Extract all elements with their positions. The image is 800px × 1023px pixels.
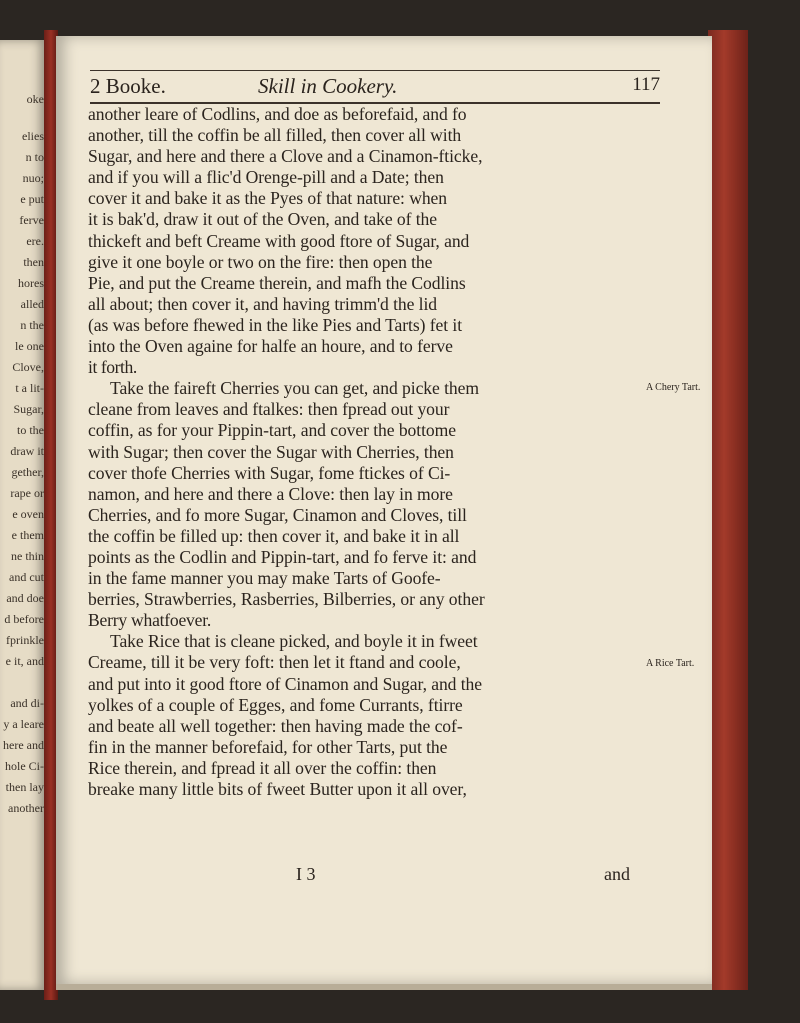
left-page-fragment: rape or [10,486,44,500]
left-page-edge [0,40,46,990]
text-line: and put into it good ftore of Cinamon and Sugar, and the [88,673,483,694]
text-line: Pie, and put the Creame therein, and mafh the Codlins [88,272,466,293]
left-page-fragment: gether, [11,465,44,479]
left-page-fragment: e them [11,528,44,542]
text-line: Creame, till it be very foft: then let it ftand and coole, [88,652,461,673]
book-cover-edge [708,30,748,990]
text-line: and beate all well together: then having made the cof- [88,715,463,736]
text-line: points as the Codlin and Pippin-tart, and fo ferve it: and [88,546,477,567]
left-page-fragment: Clove, [12,360,44,374]
text-line: Rice therein, and fpread it all over the coffin: then [88,757,437,778]
left-page-fragment: hores [18,276,44,290]
text-line: yolkes of a couple of Egges, and fome Currants, ftirre [88,694,463,715]
left-page-fragment: ne thin [11,549,44,563]
left-page-fragment: here and [3,738,44,752]
paragraph-start-line: Take the faireft Cherries you can get, and picke them [110,378,479,399]
text-line: all about; then cover it, and having trimm'd the lid [88,293,438,314]
text-line: it is bak'd, draw it out of the Oven, and take of the [88,209,438,230]
left-page-fragment: e oven [12,507,44,521]
text-line: cover thofe Cherries with Sugar, fome ftickes of Ci- [88,462,451,483]
text-line: the coffin be filled up: then cover it, and bake it in all [88,525,460,546]
page-bottom-edge [56,984,712,990]
left-page-fragment: to the [17,423,44,437]
left-page-fragment: ferve [19,213,44,227]
text-line: cover it and bake it as the Pyes of that nature: when [88,188,448,209]
text-line: berries, Strawberries, Rasberries, Bilberries, or any other [88,589,485,610]
text-line: fin in the manner beforefaid, for other Tarts, put the [88,736,448,757]
text-line: Cherries, and fo more Sugar, Cinamon and Cloves, till [88,504,467,525]
text-line: and if you will a flic'd Orenge-pill and a Date; then [88,167,444,188]
left-page-fragment: another [8,801,44,815]
left-page-fragment: n the [20,318,44,332]
text-line: another leare of Codlins, and doe as beforefaid, and fo [88,104,467,124]
left-page-fragment: y a leare [3,717,44,731]
left-page-fragment: fprinkle [6,633,44,647]
page-footer [88,864,648,886]
left-page-fragment: and doe [6,591,44,605]
left-page-fragment: n to [25,150,44,164]
page-body [88,104,648,800]
text-line: namon, and here and there a Clove: then lay in more [88,483,453,504]
left-page-fragment: ere. [26,234,44,248]
left-page-fragment: and di- [10,696,44,710]
margin-note-cherry-tart: A Chery Tart. [646,382,701,393]
left-page-fragment: Sugar, [13,402,44,416]
text-line: (as was before fhewed in the like Pies and Tarts) fet it [88,314,463,335]
page-number: 117 [632,74,660,95]
left-page-fragment: hole Ci- [5,759,44,773]
catchword: and [604,864,630,884]
text-line: another, till the coffin be all filled, then cover all with [88,125,462,146]
left-page-fragment: e it, and [5,654,44,668]
text-line: thickeft and beft Creame with good ftore of Sugar, and [88,230,470,251]
left-page-fragment: then lay [5,780,44,794]
left-page-fragment: le one [15,339,44,353]
running-header [90,74,672,100]
text-line: Berry whatfoever. [88,610,212,631]
text-line: it forth. [88,357,137,378]
left-page-fragment: nuo; [22,171,44,185]
paragraph-start-line: Take Rice that is cleane picked, and boyle it in fweet [110,631,478,652]
left-page-fragment: d before [4,612,44,626]
text-line: breake many little bits of fweet Butter upon it all over, [88,779,467,799]
text-line: coffin, as for your Pippin-tart, and cover the bottome [88,420,456,441]
text-line: with Sugar; then cover the Sugar with Cherries, then [88,441,454,462]
text-line: in the fame manner you may make Tarts of Goofe- [88,568,441,589]
left-page-fragment: alled [20,297,44,311]
header-rule-top [90,70,660,71]
book-number: 2 Booke. [90,74,166,98]
text-line: cleane from leaves and ftalkes: then fpread out your [88,399,450,420]
text-line: into the Oven againe for halfe an houre, and to ferve [88,336,453,357]
left-page-fragment: t a lit- [15,381,44,395]
signature-mark: I 3 [296,864,316,884]
text-line: Sugar, and here and there a Clove and a Cinamon-fticke, [88,146,483,167]
text-line: give it one boyle or two on the fire: then open the [88,251,433,272]
left-page-fragment: elies [22,129,44,143]
running-title: Skill in Cookery. [258,74,398,98]
left-page-fragment: and cut [9,570,44,584]
left-page-fragment: oke [26,92,44,106]
margin-note-rice-tart: A Rice Tart. [646,658,695,669]
left-page-fragment: then [23,255,44,269]
left-page-fragment: e put [20,192,44,206]
left-page-fragment: draw it [10,444,44,458]
